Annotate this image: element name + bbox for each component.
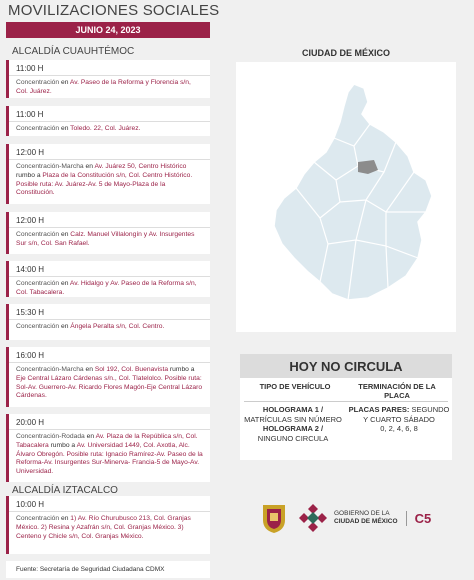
- event-text-segment: en: [60, 515, 71, 522]
- event-text-segment: Ángela Peralta s/n, Col. Centro.: [70, 323, 165, 330]
- event-text-segment: Av. Juárez 50, Centro Histórico: [94, 163, 187, 170]
- event-time: 20:00 H: [9, 414, 210, 430]
- section-label-iztacalco: ALCALDÍA IZTACALCO: [12, 485, 118, 496]
- event-card: [6, 212, 210, 254]
- event-text-segment: Av. Plaza de la República s/n, Col. Tabacalera: [16, 433, 198, 449]
- event-time: 14:00 H: [9, 261, 210, 277]
- event-time: 10:00 H: [9, 496, 210, 512]
- hnc-holo2: HOLOGRAMA 2 /: [262, 424, 324, 433]
- event-text-segment: Concentración: [16, 79, 61, 86]
- event-text-segment: Calz. Manuel Villalongín y Av. Insurgentes Sur s/n, Col. San Rafael.: [16, 231, 195, 247]
- coat-of-arms-logo: [260, 502, 288, 534]
- event-text-segment: Concentración: [16, 280, 61, 287]
- event-text-segment: rumbo a: [50, 441, 77, 449]
- map-regions: [274, 84, 432, 300]
- event-text-segment: Plaza de la Constitución s/n, Col. Centro Histórico. Posible ruta: Av. Juárez-Av. 5 de Mayo-Plaza de la Constitución.: [16, 171, 193, 197]
- hnc-col-vehicle-header: TIPO DE VEHÍCULO: [259, 382, 331, 391]
- event-text-segment: en: [60, 280, 70, 287]
- hnc-title: HOY NO CIRCULA: [240, 354, 452, 378]
- gob-line2: CIUDAD DE MÉXICO: [334, 518, 398, 525]
- event-description: [9, 76, 210, 100]
- event-text-segment: en: [85, 163, 95, 170]
- map-title: CIUDAD DE MÉXICO: [301, 48, 390, 58]
- hnc-plates-label: PLACAS PARES:: [348, 405, 410, 414]
- cdmx-logo: [298, 503, 328, 533]
- event-text-segment: Av. Hidalgo y Av. Paseo de la Reforma s/n, Col. Tabacalera.: [16, 280, 197, 296]
- event-description: [9, 160, 210, 201]
- event-text-segment: Toledo. 22, Col. Juárez.: [70, 125, 141, 132]
- event-description: [9, 512, 210, 544]
- hnc-holo1-sub: MATRÍCULAS SIN NÚMERO: [244, 414, 342, 424]
- gobierno-cdmx-text: [334, 510, 398, 526]
- event-text-segment: Concentración: [16, 125, 61, 132]
- event-text-segment: Av. Universidad 1449, Col. Axotla, Alc. Álvaro Obregón. Posible ruta: Ignacio Ramírez-Av. Paseo de la Reforma-Av. Insurgentes Sur-Minerva- Francia-5 de Mayo-Av. Universidad.: [16, 441, 203, 476]
- event-text-segment: Concentración: [16, 231, 61, 238]
- event-text-segment: Eje Central Lázaro Cárdenas s/n., Col. Tlatelolco. Posible ruta: Sol-Av. Guerrero-Av. Ricardo Flores Magón-Eje Central Lázaro Cárdenas.: [16, 374, 203, 400]
- hnc-col-plate-header: TERMINACIÓN DE LA PLACA: [358, 382, 436, 400]
- event-card: [6, 347, 210, 407]
- event-text-segment: Concentración: [16, 515, 61, 522]
- event-time: 16:00 H: [9, 347, 210, 363]
- event-description: [9, 122, 210, 137]
- event-text-segment: 1) Av. Río Churubusco 213, Col. Granjas México. 2) Resina y Azafrán s/n, Col. Granjas México. 3) Centeno y Chicle s/n, Col. Granjas México.: [16, 515, 191, 540]
- source-note: Fuente: Secretaría de Seguridad Ciudadana CDMX: [6, 561, 210, 578]
- event-text-segment: Concentración: [16, 323, 61, 330]
- hnc-plates-values: 0, 2, 4, 6, 8: [380, 424, 418, 433]
- event-description: [9, 228, 210, 252]
- event-text-segment: rumbo a: [169, 366, 195, 373]
- event-time: 12:00 H: [9, 212, 210, 228]
- event-text-segment: Concentración-Marcha: [16, 163, 86, 170]
- event-card: [6, 261, 210, 297]
- event-text-segment: en: [60, 231, 71, 238]
- hnc-holo1: HOLOGRAMA 1 /: [262, 405, 324, 414]
- gob-line1: GOBIERNO DE LA: [334, 510, 390, 517]
- event-card: [6, 106, 210, 136]
- date-banner: JUNIO 24, 2023: [6, 22, 210, 38]
- c5-logo: C5: [406, 511, 432, 526]
- event-text-segment: Av. Paseo de la Reforma y Florencia s/n, Col. Juárez.: [16, 79, 191, 95]
- map-outline: [274, 84, 432, 300]
- event-card: [6, 304, 210, 340]
- cdmx-map: [236, 62, 456, 332]
- event-description: [9, 277, 210, 301]
- event-time: 11:00 H: [9, 60, 210, 76]
- event-time: 11:00 H: [9, 106, 210, 122]
- footer-logos: [260, 498, 460, 538]
- event-time: 15:30 H: [9, 304, 210, 320]
- event-time: 12:00 H: [9, 144, 210, 160]
- page-title: MOVILIZACIONES SOCIALES: [8, 2, 220, 19]
- hnc-holo2-sub: NINGUNO CIRCULA: [257, 433, 329, 443]
- event-text-segment: en: [60, 79, 70, 86]
- event-text-segment: en: [86, 433, 96, 440]
- event-text-segment: en: [60, 323, 71, 330]
- event-card: [6, 144, 210, 204]
- map-panel: [236, 62, 456, 332]
- event-text-segment: Sol 192, Col. Buenavista: [94, 366, 170, 373]
- event-card: [6, 60, 210, 98]
- section-label-cuauhtemoc: ALCALDÍA CUAUHTÉMOC: [12, 46, 135, 57]
- event-description: [9, 320, 210, 335]
- hnc-plates-text: SEGUNDO Y CUARTO SÁBADO: [363, 405, 450, 424]
- event-text-segment: Concentración-Rodada: [16, 433, 87, 440]
- event-text-segment: en: [60, 125, 71, 132]
- event-text-segment: en: [85, 366, 95, 373]
- event-card: [6, 496, 210, 554]
- event-description: [9, 363, 210, 404]
- event-text-segment: Concentración-Marcha: [16, 366, 86, 373]
- event-description: [9, 430, 210, 480]
- event-card: [6, 414, 210, 482]
- hoy-no-circula-panel: [240, 354, 452, 460]
- event-text-segment: rumbo a: [16, 171, 43, 179]
